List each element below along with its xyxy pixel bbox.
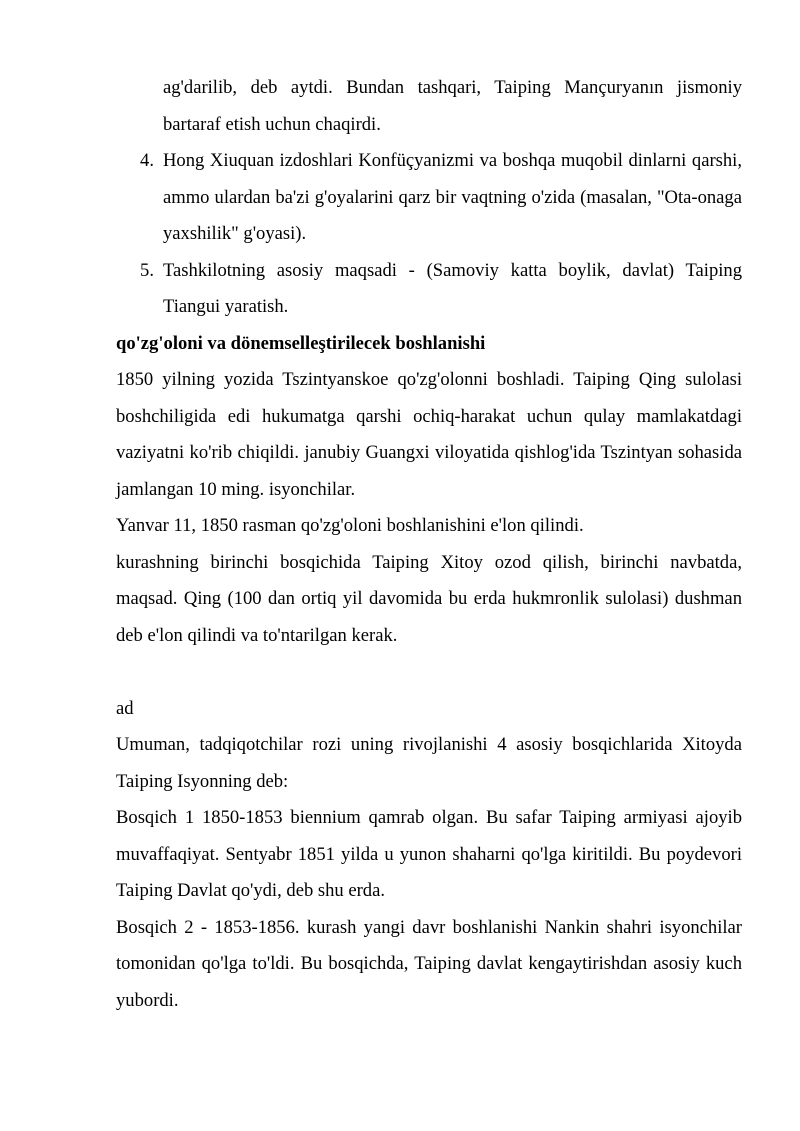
list-item-number: 5. bbox=[140, 259, 154, 281]
paragraph: 1850 yilning yozida Tszintyanskoe qo'zg'olonni boshladi. Taiping Qing sulolasi boshchiligida edi hukumatga qarshi ochiq-harakat uchun qulay mamlakatdagi vaziyatni ko'rib chiqildi. janubiy Guangxi viloyatida qishlog'ida Tszintyan sohasida jamlangan 10 ming. isyonchilar. bbox=[116, 369, 742, 500]
paragraph: kurashning birinchi bosqichida Taiping Xitoy ozod qilish, birinchi navbatda, maqsad. Qing (100 dan ortiq yil davomida bu erda hukmronlik sulolasi) dushman deb e'lon qilindi va to'ntarilgan kerak. bbox=[116, 551, 742, 646]
paragraph: Umuman, tadqiqotchilar rozi uning rivojlanishi 4 asosiy bosqichlarida Xitoyda Taiping Isyonning deb: bbox=[116, 734, 742, 792]
paragraph: Yanvar 11, 1850 rasman qo'zg'oloni boshlanishini e'lon qilindi. bbox=[116, 515, 584, 536]
list-item-text: Tashkilotning asosiy maqsadi - (Samoviy katta boylik, davlat) Taiping Tiangui yaratish. bbox=[163, 259, 742, 317]
list-item-continuation: ag'darilib, deb aytdi. Bundan tashqari, Taiping Mançuryanın jismoniy bartaraf etish uchun chaqirdi. bbox=[163, 77, 742, 135]
list-item bbox=[116, 253, 742, 326]
blank-line bbox=[116, 654, 742, 691]
list-item-number: 4. bbox=[140, 150, 154, 171]
paragraph: Bosqich 2 - 1853-1856. kurash yangi davr boshlanishi Nankin shahri isyonchilar tomonidan qo'lga to'ldi. Bu bosqichda, Taiping davlat kengaytirishdan asosiy kuch yubordi. bbox=[116, 916, 742, 1011]
document-body bbox=[116, 70, 742, 1019]
section-heading: qo'zg'oloni va dönemselleştirilecek boshlanishi bbox=[116, 332, 486, 354]
paragraph: Bosqich 1 1850-1853 biennium qamrab olgan. Bu safar Taiping armiyasi ajoyib muvaffaqiyat. Sentyabr 1851 yilda u yunon shaharni qo'lga kiritildi. Bu poydevori Taiping Davlat qo'ydi, deb shu erda. bbox=[116, 807, 742, 901]
short-line: ad bbox=[116, 697, 134, 719]
list-item-text: Hong Xiuquan izdoshlari Konfüçyanizmi va boshqa muqobil dinlarni qarshi, ammo ulardan ba'zi g'oyalarini qarz bir vaqtning o'zida (masalan, "Ota-onaga yaxshilik" g'oyasi). bbox=[163, 150, 742, 244]
list-item bbox=[116, 143, 742, 253]
